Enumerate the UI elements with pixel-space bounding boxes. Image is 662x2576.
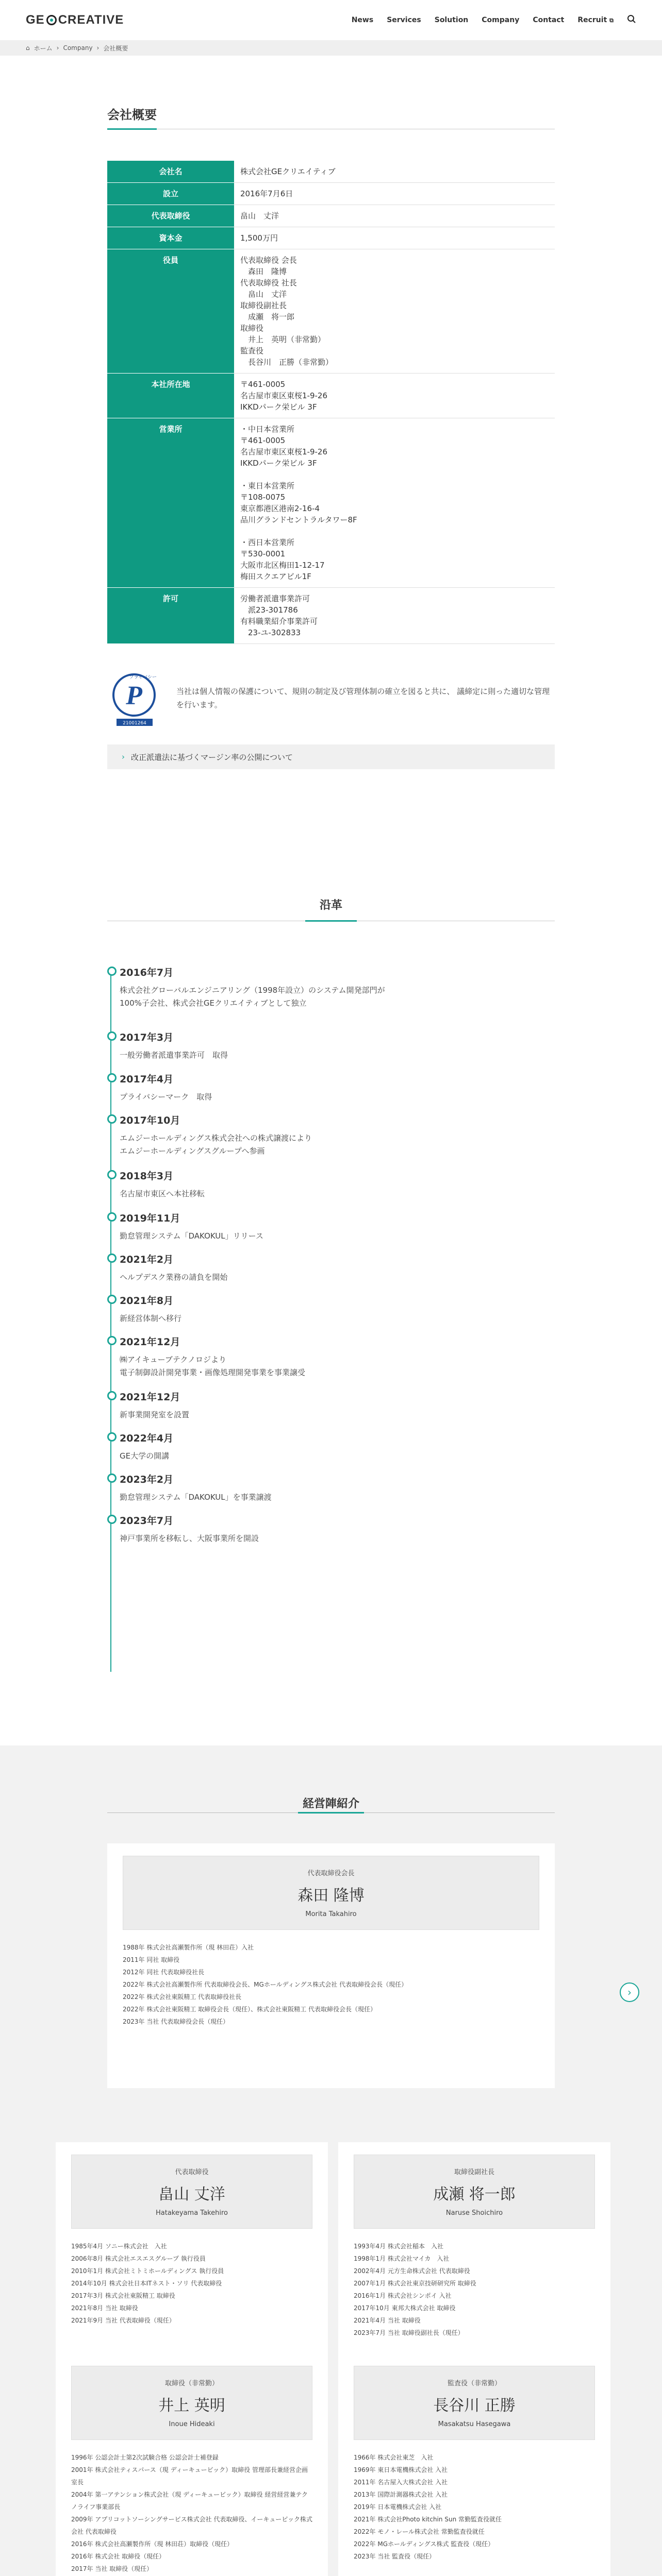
person-career: 1988年 株式会社高瀬製作所（現 林田荘）入社 2011年 同社 取締役 2012年 同社 代表取締役社長 2022年 株式会社高瀬製作所 代表取締役会長、MGホールディングス株式会社 代表取締役会長（現任） 2022年 株式会社東阪精工 代表取締役社長 2022年 株式会社東阪精工 取締役会長（現任）、株式会社東阪精工 代表取締役会長（現任） 2023年 当社 代表取締役会長（現任） (123, 1944, 408, 2025)
person-name: 成瀬 将一郎 (433, 2185, 516, 2204)
company-info-value: 労働者派遣事業許可 派23-301786 有料職業紹介事業許可 23-ユ-302833 (234, 588, 555, 644)
company-info-value: 1,500万円 (234, 227, 555, 249)
history-text: 勤怠管理システム「DAKOKUL」を事業譲渡 (120, 1493, 272, 1502)
nameplate (71, 2366, 312, 2440)
breadcrumb-separator: › (96, 44, 100, 52)
history-item (107, 1472, 272, 1504)
history-item (107, 1072, 212, 1104)
history-text: GE大学の開講 (120, 1451, 170, 1461)
margin-rate-label: 改正派遣法に基づくマージン率の公開について (131, 752, 293, 762)
company-info-label: 本社所在地 (107, 374, 234, 418)
company-info-row (107, 374, 555, 418)
history-text: エムジーホールディングス株式会社への株式譲渡により エムジーホールディングスグループへ参画 (120, 1133, 312, 1156)
history-year: 2021年12月 (107, 1389, 189, 1403)
company-info-row (107, 418, 555, 588)
company-info-label: 許可 (107, 588, 234, 644)
history-year: 2021年2月 (107, 1252, 227, 1266)
company-info-row (107, 161, 555, 183)
history-item (107, 1030, 228, 1062)
margin-rate-link[interactable] (107, 744, 555, 769)
person-role: 取締役（非常勤） (164, 2380, 219, 2387)
home-icon[interactable]: ⌂ (26, 44, 30, 52)
company-info-value: 株式会社GEクリエイティブ (234, 161, 555, 183)
breadcrumb (0, 40, 662, 56)
history-item (107, 1211, 263, 1243)
history-item (107, 1389, 189, 1421)
history-item (107, 1293, 181, 1325)
history-item (107, 965, 385, 1010)
history-text: 名古屋市東区へ本社移転 (120, 1189, 205, 1198)
nav-recruit[interactable] (577, 16, 614, 24)
site-logo[interactable] (26, 13, 124, 27)
person-card-hasegawa (338, 2353, 610, 2576)
chevron-right-icon[interactable]: › (620, 1982, 639, 2002)
nav-contact[interactable]: Contact (533, 16, 565, 24)
company-info-label: 会社名 (107, 161, 234, 183)
page-title: 会社概要 (107, 105, 555, 129)
history-year: 2017年4月 (107, 1072, 212, 1086)
history-year: 2016年7月 (107, 965, 385, 979)
history-item (107, 1168, 205, 1200)
company-info-label: 設立 (107, 183, 234, 205)
external-link-icon: ⧉ (609, 17, 614, 24)
company-info-table (107, 161, 555, 644)
logo-ring-icon (46, 15, 57, 25)
company-overview-section (0, 56, 662, 769)
nav-news[interactable]: News (351, 16, 374, 24)
person-role: 代表取締役会長 (307, 1870, 355, 1877)
history-item (107, 1334, 305, 1379)
nav-recruit-label: Recruit (577, 16, 607, 24)
nameplate (354, 2366, 595, 2440)
global-nav (352, 14, 636, 26)
nameplate (71, 2155, 312, 2229)
company-info-row (107, 183, 555, 205)
nav-services[interactable]: Services (387, 16, 421, 24)
svg-text:P: P (126, 681, 142, 710)
svg-text:21001264: 21001264 (123, 721, 146, 726)
privacy-text: 当社は個人情報の保護について、規則の制定及び管理体制の確立を図ると共に、 議締定に則った適切な管理を行います。 (176, 687, 550, 709)
company-info-label: 営業所 (107, 418, 234, 588)
company-info-label: 役員 (107, 249, 234, 374)
history-year: 2021年8月 (107, 1293, 181, 1307)
management-section (0, 1745, 662, 2576)
history-text: 勤怠管理システム「DAKOKUL」リリース (120, 1231, 263, 1241)
company-info-value: 代表取締役 会長 森田 隆博 代表取締役 社長 畠山 丈洋 取締役副社長 成瀬 将一郎 取締役 井上 英明（非常勤） 監査役 長谷川 正勝（非常勤） (234, 249, 555, 374)
history-item (107, 1431, 173, 1463)
chevron-right-icon: › (122, 752, 125, 761)
person-career: 1993年4月 株式会社稲本 入社 1998年1月 株式会社マイカ 入社 2002年4月 元方生命株式会社 代表取締役 2007年1月 株式会社東京技研研究所 取締役 2016年1月 株式会社シンポイ 入社 2017年10月 東邦大株式会社 取締役 2021年4月 当社 取締役 2023年7月 当社 取締役副社長（現任） (354, 2243, 476, 2336)
person-name: 長谷川 正勝 (433, 2397, 516, 2415)
company-info-label: 資本金 (107, 227, 234, 249)
history-year: 2023年2月 (107, 1472, 272, 1486)
history-item (107, 1513, 259, 1545)
logo-text-right: CREATIVE (58, 13, 124, 27)
person-name-en: Masakatsu Hasegawa (438, 2420, 511, 2428)
history-text: 新経営体制へ移行 (120, 1314, 182, 1323)
company-info-row (107, 227, 555, 249)
history-text: プライバシーマーク 取得 (120, 1092, 212, 1101)
management-title-rule (107, 1812, 555, 1813)
breadcrumb-separator: › (56, 44, 59, 52)
company-info-value: 〒461-0005 名古屋市東区東桜1-9-26 IKKDパーク栄ビル 3F (234, 374, 555, 418)
history-year: 2018年3月 (107, 1168, 205, 1182)
history-text: 株式会社グローバルエンジニアリング（1998年設立）のシステム開発部門が 100%子会社、株式会社GEクリエイティブとして独立 (120, 986, 385, 1008)
person-card-inoue (56, 2353, 328, 2576)
person-name-en: Hatakeyama Takehiro (156, 2209, 228, 2217)
history-text: 神戸事業所を移転し、大阪事業所を開設 (120, 1534, 259, 1543)
company-info-row (107, 588, 555, 644)
person-career: 1985年4月 ソニー株式会社 入社 2006年8月 株式会社エスエスグループ 執行役員 2010年1月 株式会社ミトミホールディングス 執行役員 2014年10月 株式会社日本ITネスト・ソリ 代表取締役 2017年3月 株式会社東阪精工 取締役 2021年8月 当社 取締役 2021年9月 当社 代表取締役（現任） (71, 2243, 224, 2324)
person-name: 森田 隆博 (297, 1887, 365, 1905)
nameplate (123, 1856, 539, 1930)
person-card-morita (107, 1843, 555, 2088)
person-name-en: Morita Takahiro (305, 1910, 357, 1918)
breadcrumb-current: 会社概要 (103, 44, 128, 52)
nav-company[interactable]: Company (482, 16, 520, 24)
breadcrumb-home[interactable]: ホーム (34, 44, 53, 52)
history-text: 新事業開発室を設置 (120, 1410, 190, 1419)
company-info-row (107, 205, 555, 227)
svg-text:プライバシー: プライバシー (129, 675, 157, 680)
site-header (0, 0, 662, 40)
person-name-en: Naruse Shoichiro (445, 2209, 503, 2217)
privacy-mark-logo (107, 667, 164, 729)
company-info-value: 2016年7月6日 (234, 183, 555, 205)
history-title: 沿革 (319, 899, 342, 912)
nameplate (354, 2155, 595, 2229)
logo-text-left: GE (26, 13, 45, 27)
history-text: ㈱アイキューブテクノロジより 電子制御設計開発事業・画像処理開発事業を事業譲受 (120, 1355, 306, 1377)
history-section (0, 896, 662, 921)
title-accent (107, 128, 157, 130)
history-year: 2019年11月 (107, 1211, 263, 1225)
management-title: 経営陣紹介 (302, 1798, 359, 1810)
history-item (107, 1113, 312, 1158)
search-icon[interactable] (627, 14, 636, 26)
history-year: 2017年3月 (107, 1030, 228, 1044)
history-text: 一般労働者派遣事業許可 取得 (120, 1050, 228, 1060)
company-info-value: 畠山 丈洋 (234, 205, 555, 227)
history-text: ヘルプデスク業務の請負を開始 (120, 1273, 228, 1282)
person-name-en: Inoue Hideaki (169, 2420, 215, 2428)
history-year: 2021年12月 (107, 1334, 305, 1348)
person-role: 監査役（非常勤） (447, 2380, 501, 2387)
nav-solution[interactable]: Solution (434, 16, 469, 24)
company-info-label: 代表取締役 (107, 205, 234, 227)
history-year: 2023年7月 (107, 1513, 259, 1527)
history-year: 2017年10月 (107, 1113, 312, 1127)
history-year: 2022年4月 (107, 1431, 173, 1445)
history-item (107, 1252, 227, 1284)
person-name: 井上 英明 (158, 2397, 225, 2415)
company-info-value: ・中日本営業所 〒461-0005 名古屋市東区東桜1-9-26 IKKDパーク栄ビル 3F ・東日本営業所 〒108-0075 東京都港区港南2-16-4 品川グランドセントラルタワー8F ・西日本営業所 〒530-0001 大阪市北区梅田1-12-17 梅田スクエアビル1F (234, 418, 555, 588)
person-career: 1996年 公認会計士第2次試験合格 公認会計士補登録 2001年 株式会社ティスパース（現 ディーキュービック）取締役 管理部長兼経営企画室長 2004年 第一アテンション株式会社（現 ディーキュービック）取締役 経営経営兼テクノライフ事業部長 2009年 アプリコットソーシングサービス株式会社 代表取締役、イーキューピック株式会社 代表取締役 2016年 株式会社高瀬製作所（現 林田荘）取締役（現任） 2016年 株式会社 取締役（現任） 2017年 当社 取締役（現任） (71, 2454, 312, 2572)
breadcrumb-company[interactable]: Company (63, 44, 93, 52)
company-info-row (107, 249, 555, 374)
privacy-block (107, 667, 555, 729)
person-role: 代表取締役 (175, 2168, 209, 2176)
person-career: 1966年 株式会社東芝 入社 1969年 東日本電機株式会社 入社 2011年 名古屋入大株式会社 入社 2013年 国際計測器株式会社 入社 2019年 日本電機株式会社 入社 2021年 株式会社Photo kitchin Sun 常勤監査役就任 2022年 モノ・レール株式会社 常勤監査役就任 2022年 MGホールディングス株式 監査役（現任） 2023年 当社 監査役（現任） (354, 2454, 502, 2560)
person-name: 畠山 丈洋 (158, 2185, 225, 2204)
person-role: 取締役副社長 (454, 2168, 494, 2176)
